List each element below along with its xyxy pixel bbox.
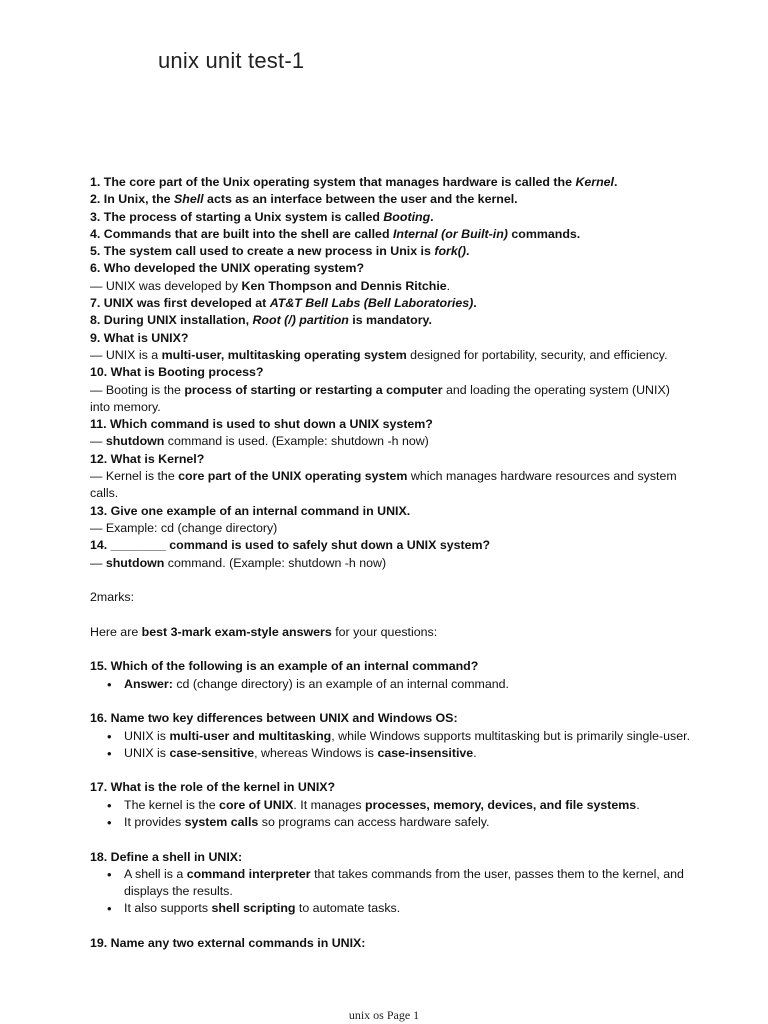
text-run: 1. The core part of the Unix operating system that manages hardware is called the (90, 175, 576, 189)
bullet-item (124, 814, 690, 831)
text-run: 3. The process of starting a Unix system is called (90, 209, 384, 224)
bullet-item (124, 745, 690, 762)
text-line (90, 503, 690, 520)
text-run: The kernel is the (124, 797, 220, 812)
bullet-list (90, 676, 690, 693)
text-run: , whereas Windows is (254, 745, 378, 760)
text-line (90, 278, 690, 295)
text-run (575, 175, 614, 189)
text-line (90, 537, 690, 554)
text-run: core part of the UNIX operating system (178, 469, 408, 484)
text-run: designed for portability, security, and efficiency. (406, 347, 668, 362)
text-run: shutdown (105, 434, 165, 449)
text-run: Here are (90, 624, 142, 639)
text-run: 5. The system call used to create a new process in Unix is (90, 244, 435, 259)
text-run: . (473, 296, 477, 311)
text-run: . It manages (293, 797, 366, 812)
text-run: to automate tasks. (295, 901, 401, 916)
text-run: shell scripting (211, 901, 296, 916)
bullet-list (90, 797, 690, 832)
text-run: and loading the operating system (UNIX) into memory. (90, 382, 670, 414)
text-run: command. (Example: shutdown -h now) (164, 555, 387, 570)
text-run: acts as an interface between the user and the kernel. (203, 192, 518, 207)
text-run: 15. Which of the following is an example of an internal command? (90, 659, 479, 674)
text-run: Answer: (124, 676, 173, 691)
page-footer: unix os Page 1 (348, 1008, 420, 1022)
text-line (90, 260, 690, 277)
paragraph-gap (90, 572, 690, 589)
text-run: which manages hardware resources and system calls. (90, 469, 677, 501)
paragraph-gap (90, 918, 690, 935)
text-run: 13. Give one example of an internal command in UNIX. (90, 503, 411, 518)
text-run: It also supports (124, 901, 212, 916)
text-run: 19. Name any two external commands in UNIX: (90, 936, 366, 951)
text-run (434, 244, 466, 258)
text-run: multi-user and multitasking (169, 728, 332, 743)
text-run: 18. Define a shell in UNIX: (90, 849, 243, 864)
text-run (252, 313, 348, 327)
text-run: — (90, 434, 106, 449)
text-run: best 3-mark exam-style answers (141, 624, 332, 639)
bullet-item (124, 797, 690, 814)
text-run: process of starting or restarting a computer (184, 382, 443, 397)
text-run: so programs can access hardware safely. (258, 814, 490, 829)
text-line (90, 243, 690, 260)
text-run: system calls (184, 814, 259, 829)
text-run: Shell (174, 192, 204, 207)
text-run (383, 210, 430, 224)
paragraph-gap (90, 606, 690, 623)
text-line (90, 174, 690, 191)
text-line (90, 624, 690, 641)
text-run: AT&T Bell Labs (Bell Laboratories) (269, 296, 474, 311)
text-run (393, 227, 508, 241)
text-run: 12. What is Kernel? (90, 451, 205, 466)
text-run: fork() (434, 244, 466, 259)
text-run: . (430, 209, 434, 224)
text-run: . (466, 244, 470, 259)
text-line (90, 658, 690, 675)
document-body (90, 174, 690, 952)
text-run: — Kernel is the (90, 469, 179, 484)
page-title: unix unit test-1 (158, 48, 305, 73)
text-run: Booting (383, 209, 431, 224)
text-run: 16. Name two key differences between UNIX and Windows OS: (90, 711, 458, 726)
text-line (90, 433, 690, 450)
text-line (90, 468, 690, 503)
text-run: UNIX is (124, 728, 170, 743)
text-run: commands. (507, 226, 581, 241)
text-run: 6. Who developed the UNIX operating system? (90, 261, 365, 276)
text-line (90, 416, 690, 433)
text-run: A shell is a (124, 866, 187, 881)
text-line (90, 382, 690, 417)
text-run: 2. In Unix, the (90, 192, 174, 207)
text-run (269, 296, 477, 311)
text-line (90, 364, 690, 381)
text-line (90, 589, 690, 606)
text-line (90, 451, 690, 468)
text-run: 8. During UNIX installation, (90, 313, 253, 328)
bullet-list (90, 866, 690, 918)
text-run: command is used. (Example: shutdown -h now) (164, 434, 429, 449)
text-line (90, 849, 690, 866)
text-run: case-sensitive (169, 745, 255, 760)
text-line (90, 779, 690, 796)
text-run (174, 192, 204, 206)
text-line (90, 935, 690, 952)
text-run: command interpreter (186, 866, 311, 881)
bullet-item (124, 676, 690, 693)
text-run: for your questions: (331, 624, 438, 639)
text-line (90, 209, 690, 226)
text-run: 11. Which command is used to shut down a UNIX system? (90, 417, 433, 432)
text-run: . (446, 278, 451, 293)
paragraph-gap (90, 693, 690, 710)
text-line (90, 330, 690, 347)
text-run: processes, memory, devices, and file systems (365, 797, 637, 812)
text-run: UNIX is (124, 745, 170, 760)
text-run: . (636, 797, 640, 812)
text-line (90, 347, 690, 364)
text-line (90, 312, 690, 329)
text-line (90, 710, 690, 727)
text-run: cd (change directory) is an example of an internal command. (172, 676, 509, 691)
bullet-item (124, 900, 690, 917)
text-run: 4. Commands that are built into the shell are called (90, 226, 393, 241)
text-run: 14. ________ command is used to safely shut down a UNIX system? (90, 538, 491, 553)
text-run: , while Windows supports multitasking but is primarily single-user. (331, 728, 691, 743)
text-run: shutdown (105, 555, 165, 570)
text-run: . (614, 175, 618, 189)
text-run: 10. What is Booting process? (90, 365, 264, 380)
text-line (90, 226, 690, 243)
paragraph-gap (90, 641, 690, 658)
text-run: — UNIX was developed by (90, 278, 242, 293)
text-run: Internal (or Built-in) (392, 226, 508, 241)
text-line (90, 555, 690, 572)
bullet-item (124, 728, 690, 745)
bullet-item (124, 866, 690, 901)
text-run: — Booting is the (90, 382, 185, 397)
text-run: core of UNIX (219, 797, 294, 812)
text-line (90, 295, 690, 312)
paragraph-gap (90, 831, 690, 848)
text-run: 7. UNIX was first developed at (90, 296, 270, 311)
text-run: that takes commands from the user, passes them to the kernel, and displays the results. (124, 866, 684, 899)
bullet-list (90, 728, 690, 763)
paragraph-gap (90, 762, 690, 779)
text-run: — UNIX is a (90, 347, 162, 362)
text-run: 9. What is UNIX? (90, 330, 189, 345)
text-line (90, 191, 690, 208)
text-run: is mandatory. (348, 313, 432, 328)
text-run: Root (/) partition (252, 313, 349, 328)
text-run: 17. What is the role of the kernel in UNIX? (90, 780, 336, 795)
text-run: — Example: cd (change directory) (90, 520, 278, 535)
text-run: — (90, 555, 106, 570)
text-run: multi-user, multitasking operating system (161, 347, 407, 362)
text-run: Ken Thompson and Dennis Ritchie (241, 278, 447, 293)
text-run: It provides (124, 814, 185, 829)
text-run: . (473, 745, 477, 760)
text-run: case-insensitive (377, 745, 474, 760)
text-run: 2marks: (90, 590, 135, 605)
text-run: Kernel (575, 175, 615, 189)
text-line (90, 520, 690, 537)
